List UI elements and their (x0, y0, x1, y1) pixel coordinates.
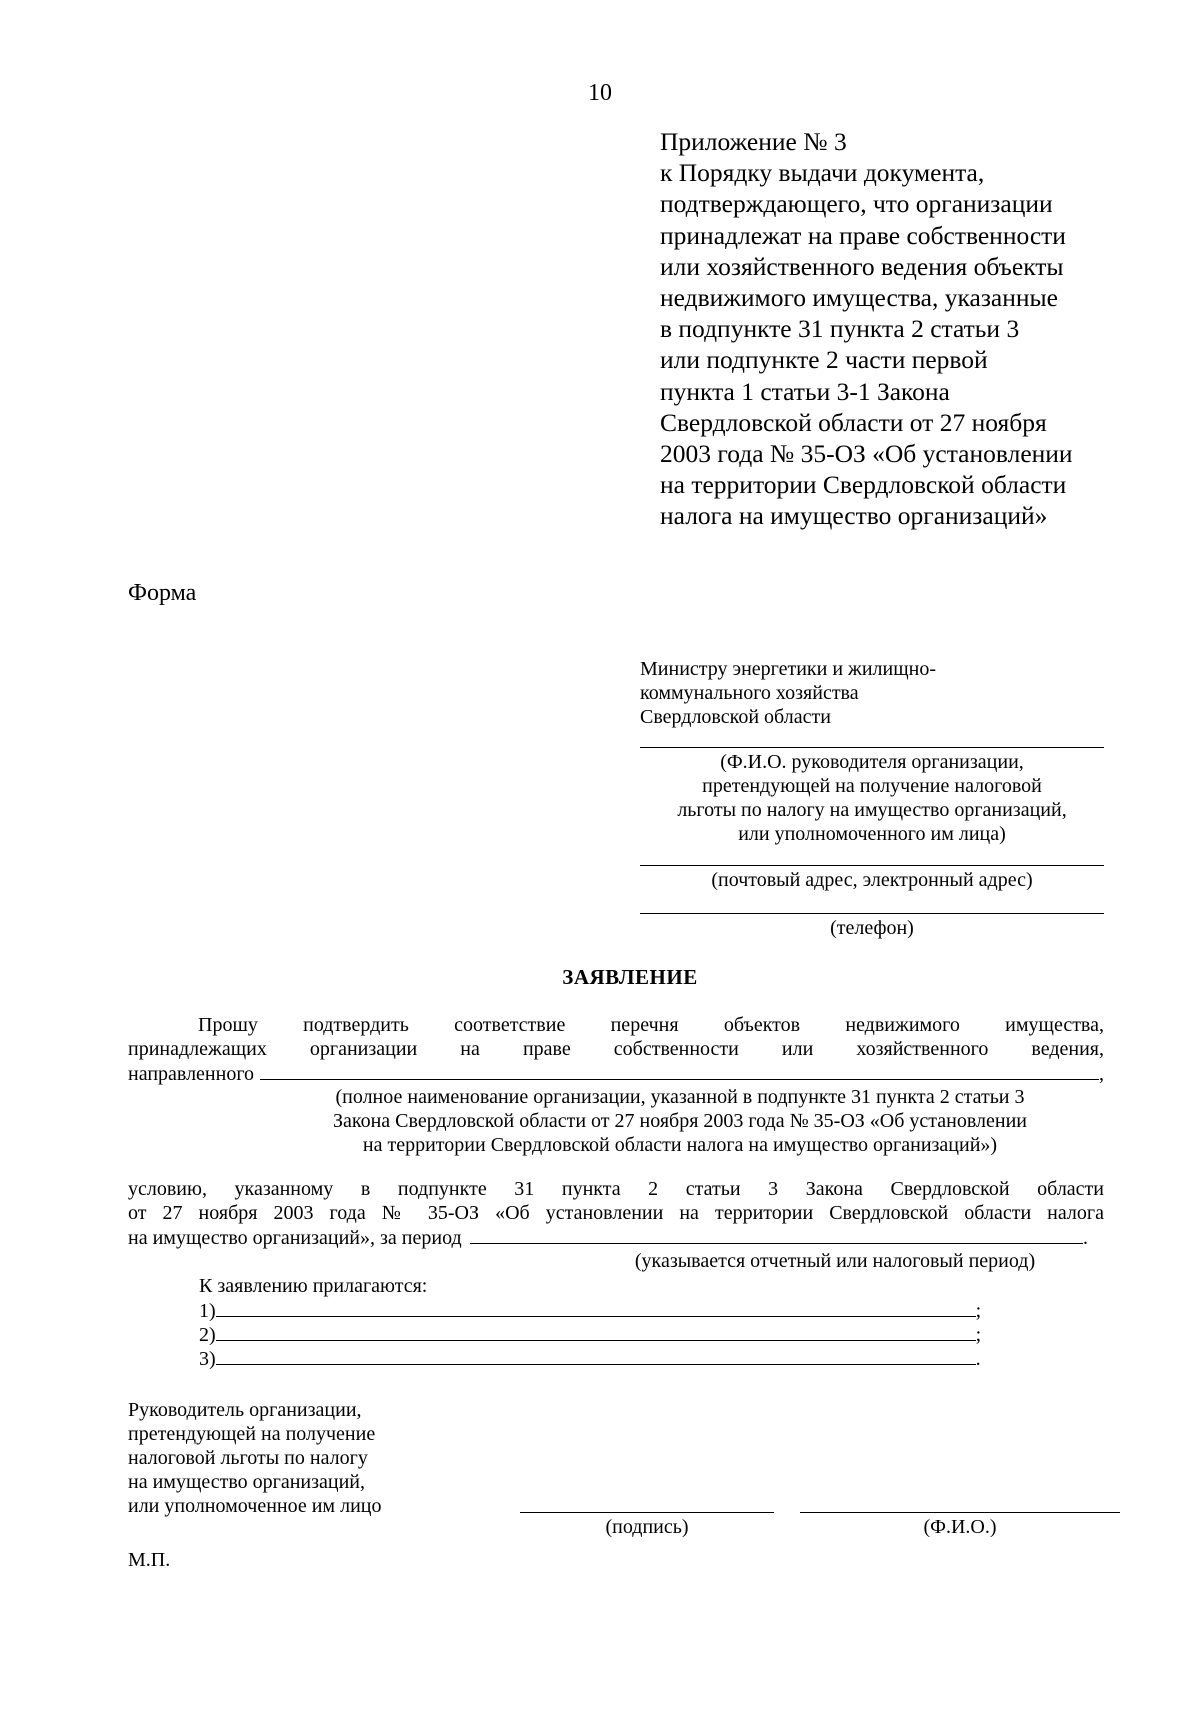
signer-name-line (800, 1512, 1120, 1513)
period-row: на имущество организаций», за период . (128, 1227, 1088, 1249)
addressee-line: коммунального хозяйства (640, 682, 859, 704)
form-label: Форма (128, 580, 197, 606)
attachment-item: 2) ; (199, 1324, 982, 1346)
statement-paragraph-2: условию, указанному в подпункте 31 пункта 2 статьи 3 Закона Свердловской области от 27 ноября 2003 года № 35-ОЗ «Об установлении на территории Свердловской области налога на имущество организаций», за период . (128, 1178, 1104, 1249)
organization-caption: (полное наименование организации, указанной в подпункте 31 пункта 2 статьи 3 Закона Свердловской области от 27 ноября 2003 года № 35-ОЗ «Об установлении на территории Свердловской области налога на имущество организаций») (332, 1086, 1028, 1156)
page-number: 10 (588, 80, 612, 106)
phone-caption: (телефон) (830, 917, 914, 939)
annex-line: Свердловской области от 27 ноября (660, 407, 1047, 437)
annex-line: налога на имущество организаций» (660, 501, 1048, 531)
addressee (640, 657, 936, 729)
address-field[interactable] (640, 865, 1104, 892)
address-line (640, 865, 1104, 866)
head-name-field[interactable] (640, 747, 1104, 846)
organization-name-field[interactable] (260, 1061, 1099, 1080)
signer-name-caption: (Ф.И.О.) (923, 1516, 997, 1538)
attachment-item: 1) ; (199, 1300, 982, 1322)
annex-line: к Порядку выдачи документа, (660, 158, 985, 188)
annex-reference (660, 126, 1073, 532)
addressee-line: Свердловской области (640, 706, 831, 728)
annex-line: или хозяйственного ведения объекты (660, 251, 1064, 281)
attachment-field[interactable] (216, 1322, 976, 1341)
period-caption: (указывается отчетный или налоговый период) (634, 1250, 1036, 1272)
document-title: ЗАЯВЛЕНИЕ (562, 965, 698, 989)
attachment-item: 3) . (199, 1348, 981, 1370)
phone-field[interactable] (640, 913, 1104, 940)
annex-line: на территории Свердловской области (660, 470, 1067, 500)
attachments-heading: К заявлению прилагаются: (199, 1275, 428, 1297)
head-name-line (640, 747, 1104, 748)
attachment-field[interactable] (216, 1346, 976, 1365)
annex-line: принадлежат на праве собственности (660, 220, 1066, 250)
annex-line: в подпункте 31 пункта 2 статьи 3 (660, 314, 1020, 344)
signature-field[interactable] (520, 1512, 774, 1539)
stamp-label: М.П. (128, 1549, 171, 1571)
annex-line: или подпункте 2 части первой (660, 345, 988, 375)
addressee-line: Министру энергетики и жилищно- (640, 658, 937, 680)
organization-name-row: направленного , (128, 1063, 1104, 1085)
address-caption: (почтовый адрес, электронный адрес) (711, 869, 1033, 891)
signer-name-field[interactable] (800, 1512, 1120, 1539)
signature-caption: (подпись) (605, 1516, 689, 1538)
signer-block: Руководитель организации, претендующей на получение налоговой льготы по налогу на имущество организаций, или уполномоченное им лицо (128, 1399, 382, 1517)
head-name-caption: (Ф.И.О. руководителя организации, претендующей на получение налоговой льготы по налогу на имущество организаций, или уполномоченного им лица) (677, 751, 1067, 845)
annex-line: недвижимого имущества, указанные (660, 283, 1058, 313)
attachment-field[interactable] (216, 1298, 976, 1317)
statement-paragraph-1: Прошу подтвердить соответствие перечня объектов недвижимого имущества, принадлежащих организации на праве собственности или хозяйственного ведения, направленного , (128, 1014, 1104, 1085)
annex-line: подтверждающего, что организации (660, 189, 1053, 219)
annex-line: пункта 1 статьи 3-1 Закона (660, 376, 950, 406)
annex-line: 2003 года № 35-ОЗ «Об установлении (660, 439, 1073, 469)
annex-line: Приложение № 3 (660, 127, 847, 156)
signature-line (520, 1512, 774, 1513)
phone-line (640, 913, 1104, 914)
period-field[interactable] (470, 1225, 1083, 1244)
